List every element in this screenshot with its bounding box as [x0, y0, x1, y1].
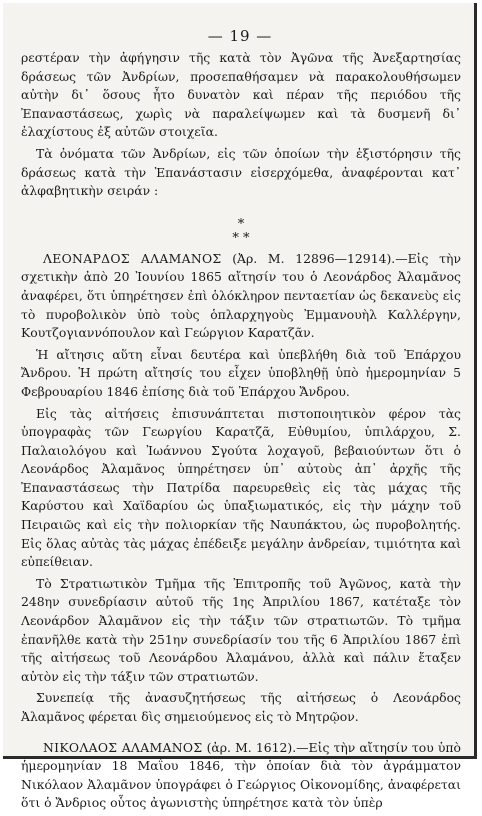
body-paragraph: Τὸ Στρατιωτικὸν Τμῆμα τῆς Ἐπιτροπῆς τοῦ Ἀγῶνος, κατὰ τὴν 248ην συνεδρίασιν αὐτοῦ τῆς 1ης Ἀπριλίου 1867, κατέταξε τὸν Λεονάρδον Ἀλαμᾶνον εἰς τὴν τάξιν τῶν στρατιωτῶν. Τὸ τμῆμα ἐπανῆλθε κατὰ τὴν 251ην συνεδρίασίν του τῆς 6 Ἀπριλίου 1867 ἐπὶ τῆς αἰτήσεως τοῦ Λεονάρδου Ἀλαμάνου, ἀλλὰ καὶ πάλιν ἔταξεν αὐτὸν εἰς τὴν τάξιν τῶν στρατιωτῶν.: [21, 575, 461, 684]
entry-paragraph: [21, 739, 461, 813]
entry-reference: (ἀρ. Μ. 1612).: [206, 739, 297, 755]
separator-star-top: *: [237, 216, 245, 232]
entry-paragraph: [21, 250, 461, 343]
entry-heading: ΝΙΚΟΛΑΟΣ ΑΛΑΜΑΝΟΣ: [43, 739, 203, 755]
section-separator: [21, 204, 461, 250]
body-paragraph: Ἡ αἴτησις αὕτη εἶναι δευτέρα καὶ ὑπεβλήθη διὰ τοῦ Ἐπάρχου Ἄνδρου. Ἡ πρώτη αἴτησίς του εἶχεν ὑποβληθῇ ὑπὸ ἡμερομηνίαν 5 Φεβρουαρίου 1846 ἐπίσης διὰ τοῦ Ἐπάρχου Ἄνδρου.: [21, 346, 461, 399]
separator-stars-bottom: * *: [232, 230, 250, 246]
entry-reference: (Ἀρ. Μ. 12896—12914).: [232, 250, 396, 266]
body-paragraph: Εἰς τὰς αἰτήσεις ἐπισυνάπτεται πιστοποιητικὸν φέρον τὰς ὑπογραφὰς τῶν Γεωργίου Καρατζᾶ, Εὐθυμίου, ὑπιλάρχου, Σ. Παλαιολόγου καὶ Ἰωάννου Σγούτα λοχαγοῦ, βεβαιούντων ὅτι ὁ Λεονάρδος Ἀλαμᾶνος ὑπηρέτησεν ὑπ᾽ αὐτοὺς ἀπ᾽ ἀρχῆς τῆς Ἐπαναστάσεως τὴν Πατρίδα παρευρεθεὶς εἰς τὰς μάχας τῆς Καρύστου καὶ Χαϊδαρίου ὡς ὑπαξιωματικός, εἰς τὴν μάχην τοῦ Πειραιῶς καὶ εἰς τὴν πολιορκίαν τῆς Ναυπάκτου, ὡς πυροβολητής. Εἰς ὅλας αὐτὰς τὰς μάχας ἐπέδειξε μεγάλην ἀνδρείαν, τιμιότητα καὶ εὐπείθειαν.: [21, 405, 461, 570]
entry-text: —Εἰς τὴν σχετικὴν ἀπὸ 20 Ἰουνίου 1865 αἴτησίν του ὁ Λεονάρδος Ἀλαμᾶνος ἀναφέρει, ὅτι ὑπηρέτησεν ἐπὶ ὁλόκληρον πενταετίαν ὡς δεκανεὺς εἰς τὸ πυροβολικὸν ὑπὸ τοὺς ὁπλαρχηγοὺς Ἐμμανουὴλ Καλλέργην, Κουτζογιαννόπουλον καὶ Γεώργιον Καρατζᾶν.: [21, 250, 461, 341]
body-paragraph: Συνεπείᾳ τῆς ἀνασυζητήσεως τῆς αἰτήσεως ὁ Λεονάρδος Ἀλαμᾶνος φέρεται δὶς σημειούμενος εἰς τὸ Μητρῷον.: [21, 690, 461, 724]
intro-paragraph-1: ρεστέραν τὴν ἀφήγησιν τῆς κατὰ τὸν Ἀγῶνα τῆς Ἀνεξαρτησίας δράσεως τῶν Ἀνδρίων, προσεπαθήσαμεν νὰ παρακολουθήσωμεν αὐτὴν δι᾽ ὅσους ἦτο δυνατὸν καὶ πέραν τῆς περιόδου τῆς Ἐπαναστάσεως, χωρὶς νὰ παραλείψωμεν καὶ τὰ δυσμενῆ δι᾽ ἐλαχίστους ἐξ αὐτῶν στοιχεῖα.: [21, 50, 461, 140]
body-text: [21, 49, 461, 816]
intro-paragraph-2: Τὰ ὀνόματα τῶν Ἀνδρίων, εἰς τῶν ὁποίων τὴν ἐξιστόρησιν τῆς δράσεως κατὰ τὴν Ἐπανάστασιν εἰσερχόμεθα, ἀναφέρονται κατ᾽ ἀλφαβητικὴν σειράν :: [21, 145, 461, 199]
page-number: — 19 —: [207, 27, 273, 45]
entry-heading: ΛΕΟΝΑΡΔΟΣ ΑΛΑΜΑΝΟΣ: [43, 250, 222, 266]
document-page: [3, 3, 477, 811]
entry-text: —Εἰς τὴν αἴτησίν του ὑπὸ ἡμερομηνίαν 18 Μαΐου 1846, τὴν ὁποίαν διὰ τὸν ἀγράμματον Νικόλαον Ἀλαμᾶνον ὑπογράφει ὁ Γεώργιος Οἰκονομίδης, ἀναφέρεται ὅτι ὁ Ἄνδριος οὗτος ἀγωνιστὴς ὑπηρέτησε κατὰ τὸν ὑπὲρ: [21, 739, 462, 811]
